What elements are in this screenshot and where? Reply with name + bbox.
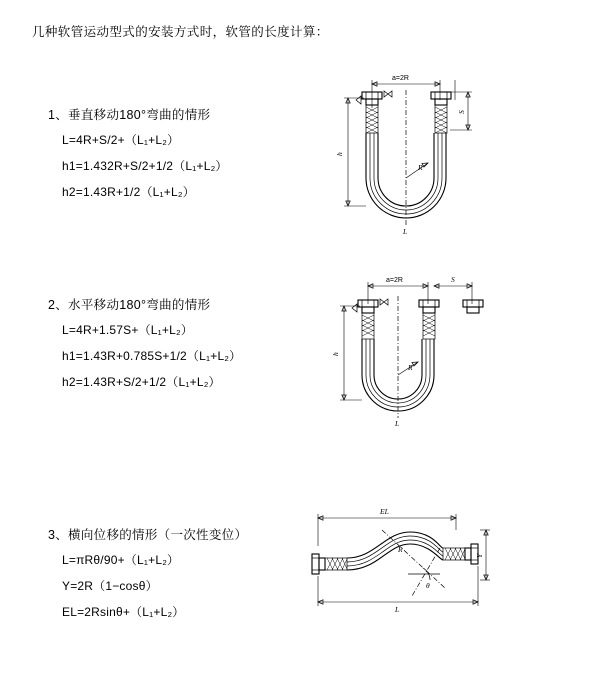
section-2-formula-1: L=4R+1.57S+（L₁+L₂） bbox=[62, 323, 194, 337]
section-3-formula-1: L=πRθ/90+（L₁+L₂） bbox=[62, 553, 180, 567]
section-2-formula-2: h1=1.43R+0.785S+1/2（L₁+L₂） bbox=[62, 349, 242, 363]
figure-lateral-offset bbox=[290, 500, 500, 630]
section-1-text bbox=[48, 105, 298, 209]
figure-2-label-left: h bbox=[331, 352, 340, 356]
section-2-formula-3: h2=1.43R+S/2+1/2（L₁+L₂） bbox=[62, 375, 221, 389]
figure-horizontal-180 bbox=[300, 270, 500, 445]
section-3-formula-3: EL=2Rsinθ+（L₁+L₂） bbox=[62, 605, 185, 619]
figure-3-label-right: Y bbox=[475, 553, 484, 558]
section-3-formula-2: Y=2R（1−cosθ） bbox=[62, 579, 158, 593]
section-1-formula-3: h2=1.43R+1/2（L₁+L₂） bbox=[62, 185, 195, 199]
figure-2-label-radius: R bbox=[408, 363, 413, 372]
section-1-title: 1、垂直移动180°弯曲的情形 bbox=[48, 108, 211, 122]
figure-3-label-bottom: L bbox=[395, 605, 400, 614]
section-3-title: 3、横向位移的情形（一次性变位） bbox=[48, 528, 248, 542]
figure-1-label-bottom: L bbox=[403, 227, 408, 236]
figure-3-label-angle: θ bbox=[426, 581, 430, 590]
figure-3-label-top: EL bbox=[380, 507, 389, 516]
figure-3-label-radius: R bbox=[398, 545, 403, 554]
figure-2-label-top: a=2R bbox=[386, 277, 403, 284]
section-1-formula-2: h1=1.432R+S/2+1/2（L₁+L₂） bbox=[62, 159, 228, 173]
figure-2-label-top-right: S bbox=[451, 275, 455, 284]
figure-1-label-radius: R bbox=[418, 163, 423, 172]
section-2-text bbox=[48, 295, 298, 399]
section-2-title: 2、水平移动180°弯曲的情形 bbox=[48, 298, 211, 312]
figure-1-label-left: h bbox=[335, 152, 344, 156]
section-1-formula-1: L=4R+S/2+（L₁+L₂） bbox=[62, 133, 180, 147]
intro-text: 几种软管运动型式的安装方式时，软管的长度计算： bbox=[32, 25, 329, 39]
figure-1-label-top: a=2R bbox=[392, 75, 409, 82]
section-3-text bbox=[48, 525, 298, 629]
figure-2-label-bottom: L bbox=[395, 419, 400, 428]
figure-1-label-right: S bbox=[457, 110, 466, 114]
figure-vertical-180 bbox=[300, 70, 500, 260]
